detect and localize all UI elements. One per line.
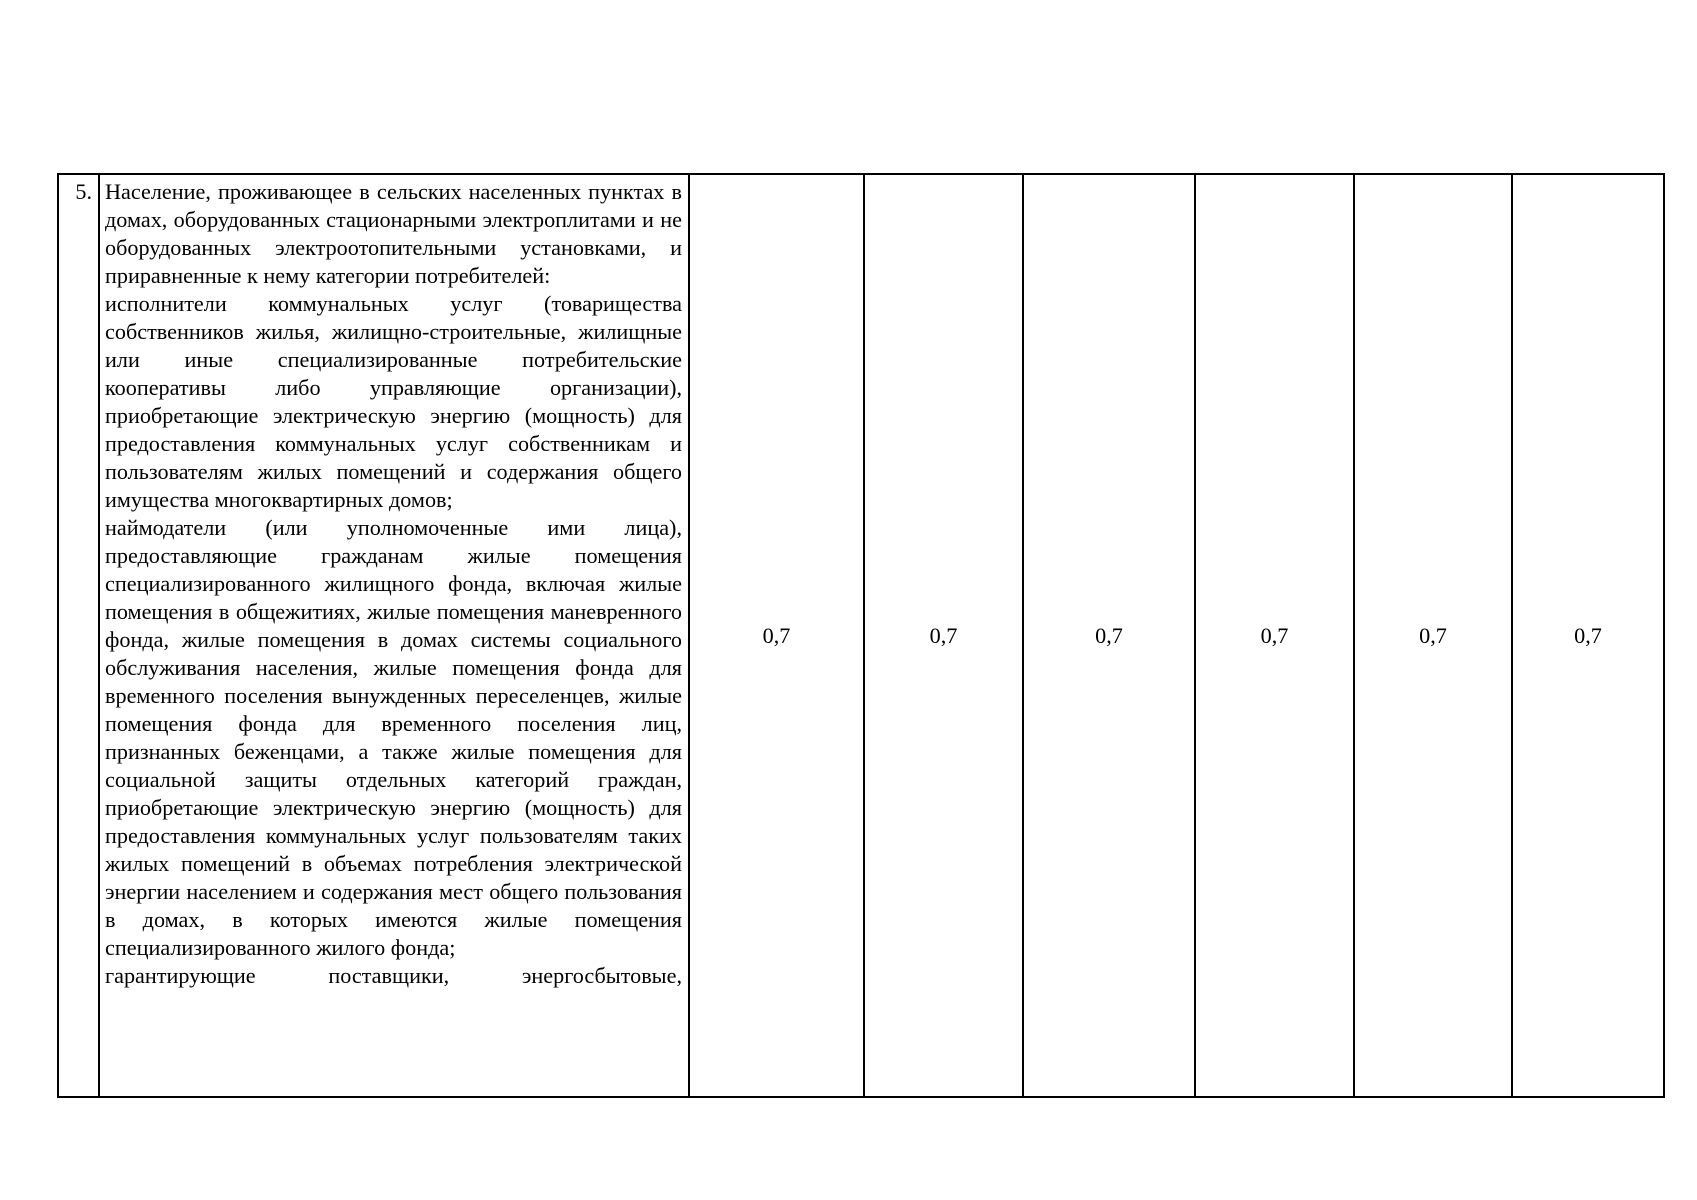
coefficient-cell: 0,7 — [1195, 174, 1354, 1097]
description-paragraph: исполнители коммунальных услуг (товарищества собственников жилья, жилищно-строительные, жилищные или иные специализированные потребительские кооперативы либо управляющие организации), приобретающие электрическую энергию (мощность) для предоставления коммунальных услуг собственникам и пользователям жилых помещений и содержания общего имущества многоквартирных домов; — [105, 291, 682, 512]
coefficient-cell: 0,7 — [1512, 174, 1664, 1097]
category-description — [99, 174, 689, 1097]
coefficient-cell: 0,7 — [1354, 174, 1512, 1097]
row-number: 5. — [58, 174, 99, 1097]
description-paragraph: гарантирующие поставщики, энергосбытовые, — [105, 963, 682, 988]
coefficient-cell: 0,7 — [1023, 174, 1195, 1097]
coefficient-cell: 0,7 — [689, 174, 864, 1097]
table-row — [58, 174, 1664, 1097]
description-paragraph: Население, проживающее в сельских населенных пунктах в домах, оборудованных стационарными электроплитами и не оборудованных электроотопительными установками, и приравненные к нему категории потребителей: — [105, 179, 682, 288]
tariff-table — [57, 173, 1665, 1098]
coefficient-cell: 0,7 — [864, 174, 1023, 1097]
description-paragraph: наймодатели (или уполномоченные ими лица), предоставляющие гражданам жилые помещения специализированного жилищного фонда, включая жилые помещения в общежитиях, жилые помещения маневренного фонда, жилые помещения в домах системы социального обслуживания населения, жилые помещения фонда для временного поселения вынужденных переселенцев, жилые помещения фонда для временного поселения лиц, признанных беженцами, а также жилые помещения для социальной защиты отдельных категорий граждан, приобретающие электрическую энергию (мощность) для предоставления коммунальных услуг пользователям таких жилых помещений в объемах потребления электрической энергии населением и содержания мест общего пользования в домах, в которых имеются жилые помещения специализированного жилого фонда; — [105, 515, 682, 960]
